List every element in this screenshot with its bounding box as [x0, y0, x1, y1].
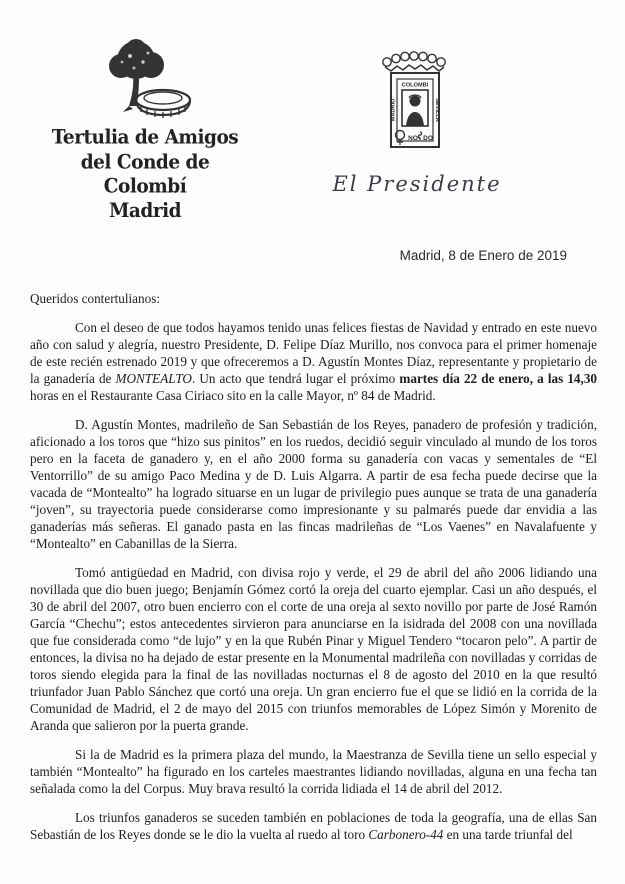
- crest-top-text: COLOMBI: [401, 82, 429, 89]
- paragraph: [30, 809, 597, 843]
- letterhead: [0, 0, 625, 248]
- text-segment: MONTEALTO: [115, 371, 192, 386]
- text-segment: Con el deseo de que todos hayamos tenido unas felices fiestas de Navidad y entrado en este nuevo año con salud y alegría, nuestro Presidente, D. Felipe Díaz Murillo, nos convoca para el primer homenaje de este recién estrenado 2019 y que ofreceremos a D. Agustín Montes Díaz, representante y propietario de la ganadería de: [30, 320, 597, 386]
- crest-stamp-icon: [371, 50, 463, 162]
- date-line: Madrid, 8 de Enero de 2019: [399, 248, 567, 263]
- president-block: [332, 50, 502, 196]
- tree-and-bullring-icon: [89, 38, 201, 128]
- org-name: [48, 126, 242, 223]
- paragraph: [30, 746, 597, 797]
- text-segment: Los triunfos ganaderos se suceden también en poblaciones de toda la geografía, una de ellas San Sebastián de los Reyes donde se le dio la vuelta al ruedo al toro: [30, 810, 597, 842]
- paragraph: [30, 319, 597, 404]
- crest-right-text: SEVILLA: [433, 98, 440, 122]
- text-segment: Carbonero-44: [368, 827, 444, 842]
- paragraph: [30, 416, 597, 552]
- text-segment: Si la de Madrid es la primera plaza del mundo, la Maestranza de Sevilla tiene un sello especial y también “Montealto” ha figurado en los carteles maestrantes lidiando novilladas, alguna en una fecha tan señalada como la del Corpus. Muy brava resultó la corrida lidiada el 14 de abril del 2012.: [30, 747, 597, 796]
- text-segment: horas en el Restaurante Casa Ciriaco sito en la calle Mayor, nº 84 de Madrid.: [30, 388, 436, 403]
- org-name-line: Madrid: [108, 199, 182, 223]
- text-segment: Tomó antigüedad en Madrid, con divisa rojo y verde, el 29 de abril del año 2006 lidiando una novillada que dio buen juego; Benjamín Gómez cortó la oreja del cuarto ejemplar. Casi un año después, el 30 de abril del 2007, otro buen encierro con el corte de una oreja al sexto novillo por parte de José Ramón García “Chechu”; estos antecedentes sirvieron para anunciarse en la isidrada del 2008 con una novillada que fue considerada como “de lujo” y en la que Rubén Pinar y Miguel Tendero “tocaron pelo”. A partir de entonces, la divisa no ha dejado de estar presente en la Monumental madrileña con novilladas y corridas de toros siendo elegida para la final de las novilladas nocturnas el 8 de agosto del 2010 en la que resultó triunfador Juan Pablo Sánchez que cortó una oreja. Un gran encierro fue el que se lidió en la corrida de la Comunidad de Madrid, el 2 de mayo del 2015 con triunfos memorables de López Simón y Morenito de Aranda que salieron por la puerta grande.: [30, 565, 597, 733]
- paragraph: [30, 564, 597, 734]
- org-name-line: Tertulia de Amigos: [51, 126, 239, 150]
- salutation: Queridos contertulianos:: [30, 291, 161, 306]
- crest-bottom-left-text: NO: [408, 135, 418, 142]
- text-segment: martes día 22 de enero, a las 14,30: [399, 371, 598, 386]
- crest-left-text: MADRID: [390, 98, 397, 122]
- crest-bottom-right-text: DO: [423, 135, 433, 142]
- letter-body: [30, 319, 597, 843]
- text-segment: en una tarde triunfal del: [443, 827, 573, 842]
- text-segment: D. Agustín Montes, madrileño de San Sebastián de los Reyes, panadero de profesión y tradición, aficionado a los toros que “hizo sus pinitos” en los ruedos, decidió seguir vinculado al mundo de los toros pero en la faceta de ganadero y, en el año 2000 forma su ganadería con vacas y sementales de “El Ventorrillo” de su amigo Paco Medina y de D. Luis Algarra. A partir de esa fecha puede decirse que la vacada de “Montealto” ha logrado situarse en un lugar de privilegio pues aunque se trata de una ganadería “joven”, su trayectoria puede considerarse como impresionante y su palmarés puede dar envidia a las ganaderías más señeras. El ganado pasta en las fincas madrileñas de “Los Vaenes” en Navalafuente y “Montealto” en Cabanillas de la Sierra.: [30, 417, 597, 551]
- president-label: El Presidente: [332, 172, 502, 196]
- org-name-line: del Conde de Colombí: [80, 150, 210, 198]
- org-emblem-block: [48, 38, 242, 223]
- text-segment: . Un acto que tendrá lugar el próximo: [191, 371, 400, 386]
